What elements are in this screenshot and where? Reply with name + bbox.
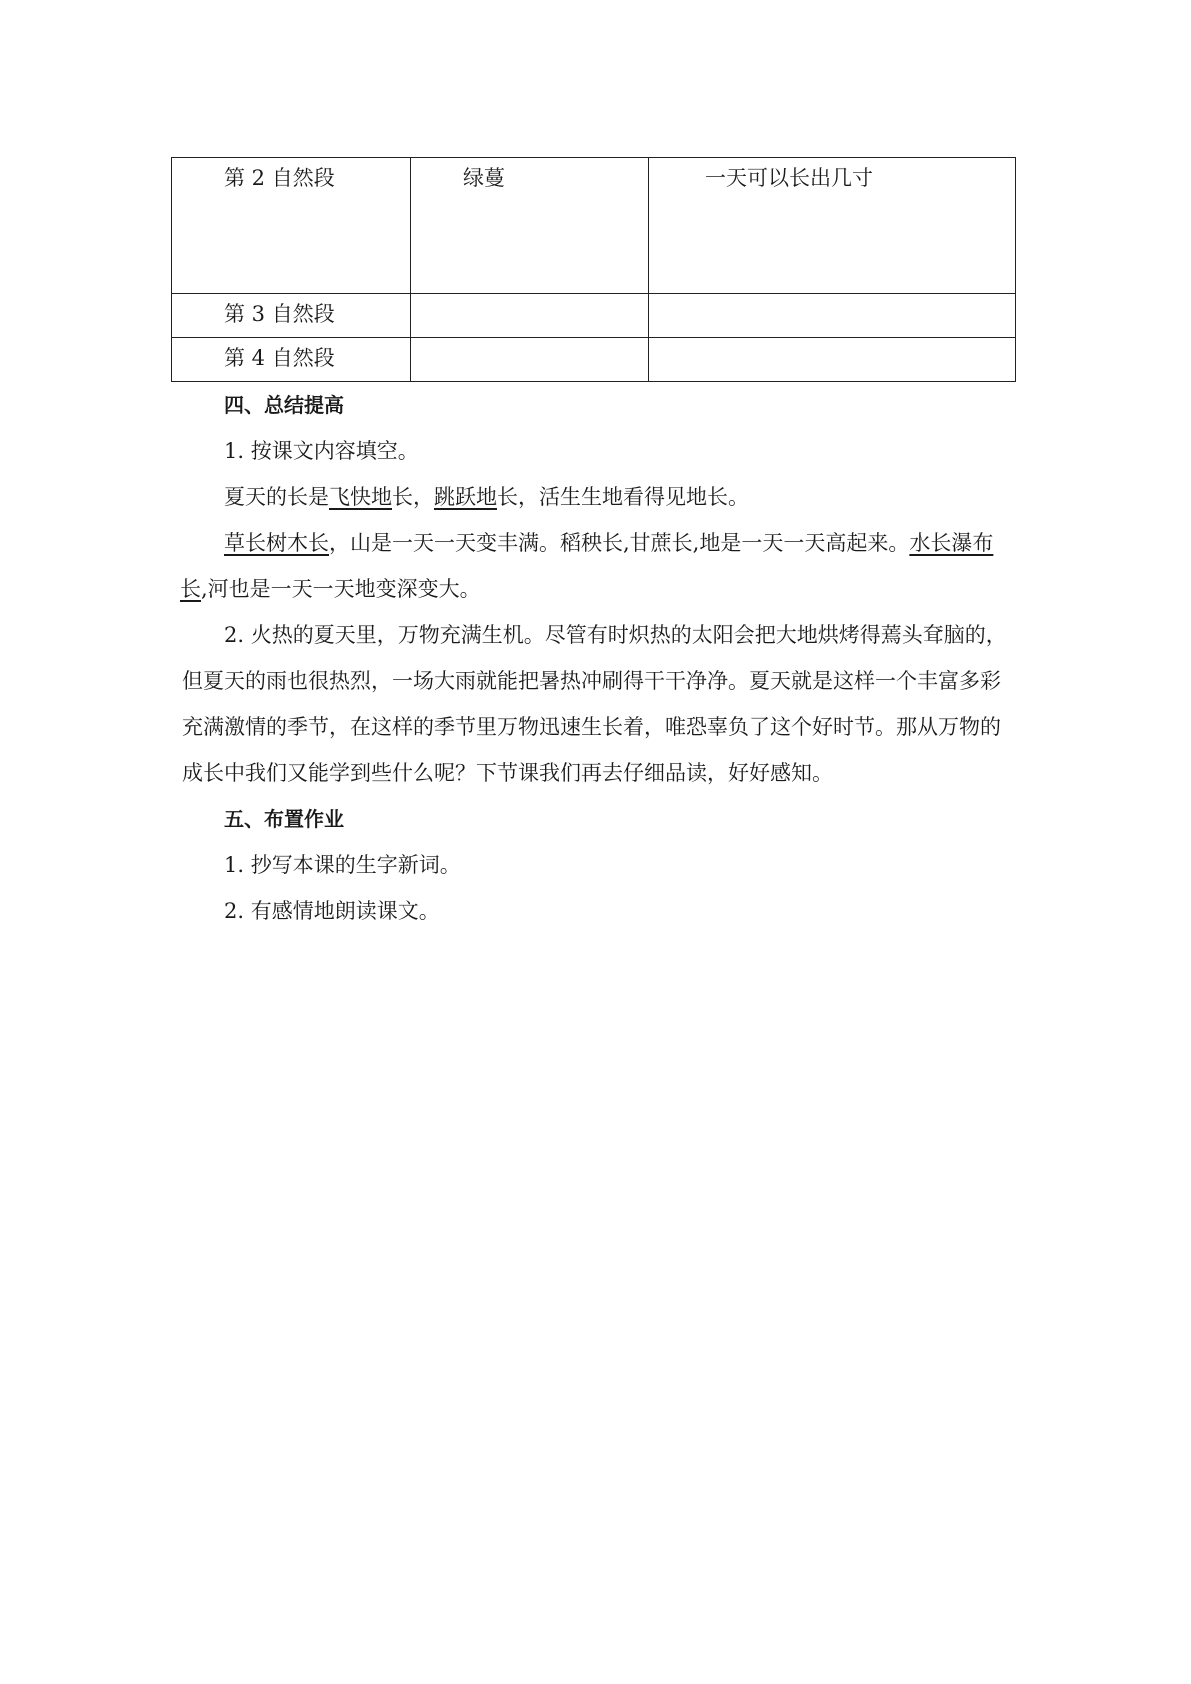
fill-line-2 [182,520,1016,566]
table-cell-item [411,294,649,338]
text-run: 长， [392,485,434,509]
text-run: ，山是一天一天变丰满。稻秧长,甘蔗长,地是一天一天高起来。 [329,531,910,555]
question-2-line: 2. 火热的夏天里，万物充满生机。尽管有时炽热的太阳会把大地烘烤得蔫头耷脑的， [224,623,1007,647]
fill-line-3 [180,566,1016,612]
question-1: 1. 按课文内容填空。 [224,439,419,463]
question-2-line: 充满激情的季节，在这样的季节里万物迅速生长着，唯恐辜负了这个好时节。那从万物的 [182,715,1001,739]
table-cell-description [649,294,1016,338]
table-cell-paragraph: 第 3 自然段 [172,294,411,338]
section-heading-summary: 四、总结提高 [224,393,344,417]
answer-blank: 长 [180,577,201,601]
table-row [172,338,1016,382]
answer-blank: 飞快地 [329,485,392,509]
answer-blank: 水长瀑布 [909,531,994,555]
homework-item: 2. 有感情地朗读课文。 [224,899,440,923]
question-2-line: 成长中我们又能学到些什么呢？下节课我们再去仔细品读，好好感知。 [182,761,833,785]
text-run: ,河也是一天一天地变深变大。 [201,577,481,601]
answer-blank: 草长树木长 [224,531,329,555]
table-cell-description: 一天可以长出几寸 [649,158,1016,294]
table-cell-item: 绿蔓 [411,158,649,294]
table-cell-item [411,338,649,382]
table-row [172,294,1016,338]
paragraph-table-container [171,157,1016,382]
text-run: 长，活生生地看得见地长。 [497,485,749,509]
paragraph-table [171,157,1016,382]
section-heading-homework: 五、布置作业 [224,807,344,831]
table-cell-paragraph: 第 2 自然段 [172,158,411,294]
table-row [172,158,1016,294]
question-2-line: 但夏天的雨也很热烈，一场大雨就能把暑热冲刷得干干净净。夏天就是这样一个丰富多彩 [182,669,1001,693]
table-cell-paragraph: 第 4 自然段 [172,338,411,382]
homework-item: 1. 抄写本课的生字新词。 [224,853,461,877]
fill-line-1 [182,474,1016,520]
text-run: 夏天的长是 [224,485,329,509]
table-cell-description [649,338,1016,382]
answer-blank: 跳跃地 [434,485,497,509]
lesson-body [182,382,1016,934]
